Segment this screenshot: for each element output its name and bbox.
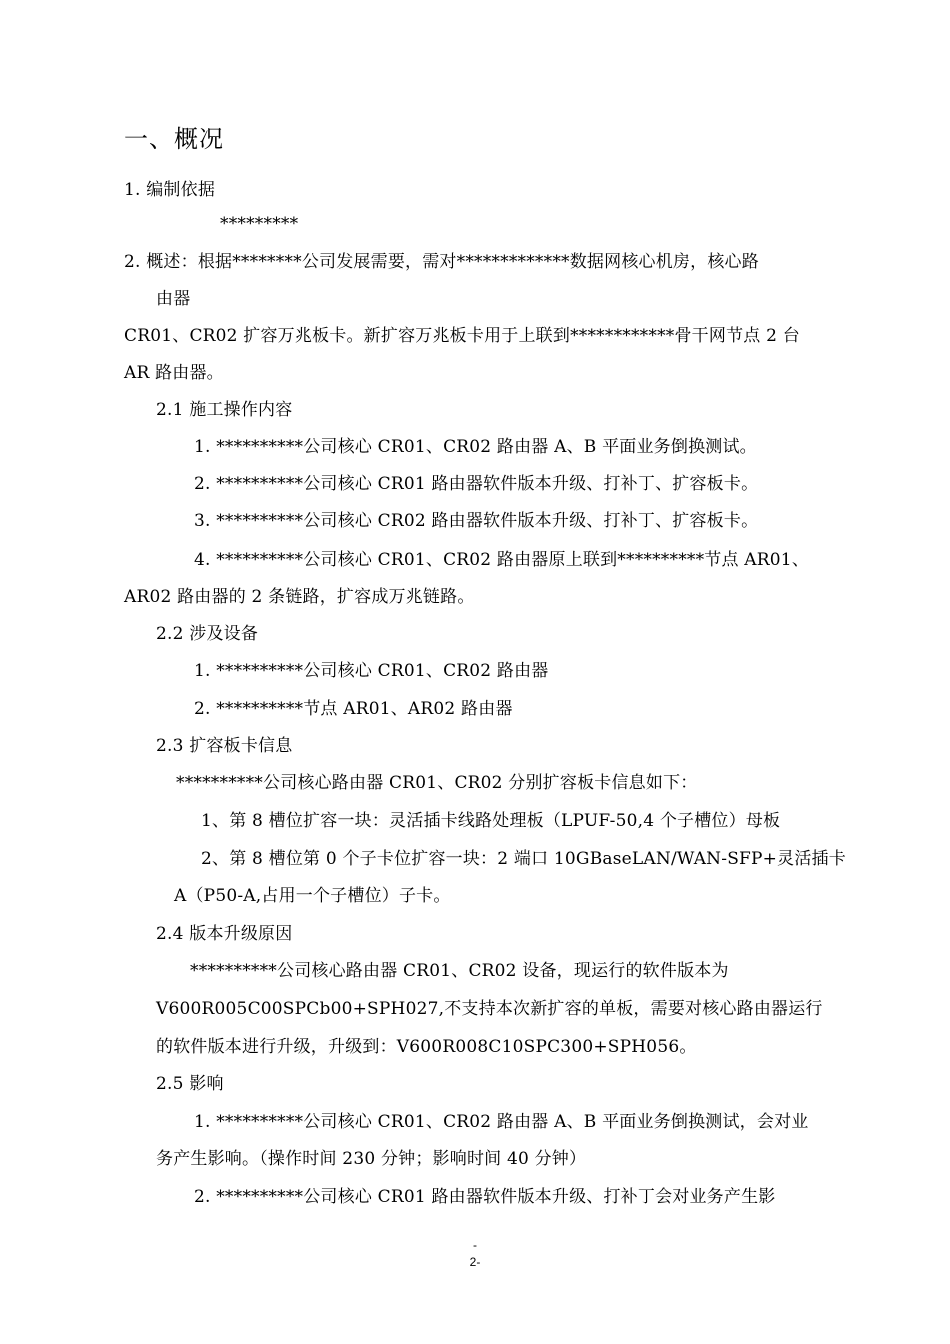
device-item-1: 1. **********公司核心 CR01、CR02 路由器 — [194, 661, 549, 681]
upgrade-line-2: V600R005C00SPCb00+SPH027,不支持本次新扩容的单板，需要对核心路由器运行 — [156, 999, 823, 1019]
card-item-2-cont: A（P50-A,占用一个子槽位）子卡。 — [174, 886, 451, 906]
overview-line-1: 2. 概述：根据********公司发展需要，需对*************数据网核心机房，核心路 — [124, 252, 759, 272]
overview-line-2: 由器 — [156, 289, 191, 309]
op-item-4: 4. **********公司核心 CR01、CR02 路由器原上联到**********节点 AR01、 — [194, 550, 810, 570]
subsection-2-2: 2.2 涉及设备 — [156, 624, 259, 644]
impact-item-2: 2. **********公司核心 CR01 路由器软件版本升级、打补丁会对业务产生影 — [194, 1187, 776, 1207]
footer-dash: - — [473, 1238, 477, 1252]
card-item-1: 1、第 8 槽位扩容一块：灵活插卡线路处理板（LPUF-50,4 个子槽位）母板 — [201, 811, 781, 831]
overview-line-4: AR 路由器。 — [124, 363, 224, 383]
card-item-2: 2、第 8 槽位第 0 个子卡位扩容一块：2 端口 10GBaseLAN/WAN-SFP+灵活插卡 — [201, 849, 846, 869]
op-item-1: 1. **********公司核心 CR01、CR02 路由器 A、B 平面业务倒换测试。 — [194, 437, 757, 457]
card-info-intro: **********公司核心路由器 CR01、CR02 分别扩容板卡信息如下： — [176, 773, 698, 793]
op-item-4-cont: AR02 路由器的 2 条链路，扩容成万兆链路。 — [124, 587, 475, 607]
basis-value: ********* — [220, 214, 299, 234]
subsection-2-3: 2.3 扩容板卡信息 — [156, 736, 293, 756]
device-item-2: 2. **********节点 AR01、AR02 路由器 — [194, 699, 513, 719]
upgrade-line-3: 的软件版本进行升级，升级到：V600R008C10SPC300+SPH056。 — [156, 1037, 697, 1057]
impact-item-1: 1. **********公司核心 CR01、CR02 路由器 A、B 平面业务倒换测试，会对业 — [194, 1112, 809, 1132]
section-heading: 一、概况 — [124, 125, 224, 153]
subsection-2-4: 2.4 版本升级原因 — [156, 924, 293, 944]
item-basis: 1. 编制依据 — [124, 180, 216, 200]
subsection-2-5: 2.5 影响 — [156, 1074, 224, 1094]
impact-item-1-cont: 务产生影响。（操作时间 230 分钟；影响时间 40 分钟） — [156, 1149, 587, 1169]
subsection-2-1: 2.1 施工操作内容 — [156, 400, 293, 420]
op-item-3: 3. **********公司核心 CR02 路由器软件版本升级、打补丁、扩容板卡。 — [194, 511, 759, 531]
op-item-2: 2. **********公司核心 CR01 路由器软件版本升级、打补丁、扩容板卡。 — [194, 474, 759, 494]
upgrade-line-1: **********公司核心路由器 CR01、CR02 设备，现运行的软件版本为 — [190, 961, 729, 981]
page-number: 2- — [469, 1255, 481, 1269]
overview-line-3: CR01、CR02 扩容万兆板卡。新扩容万兆板卡用于上联到************骨干网节点 2 台 — [124, 326, 800, 346]
